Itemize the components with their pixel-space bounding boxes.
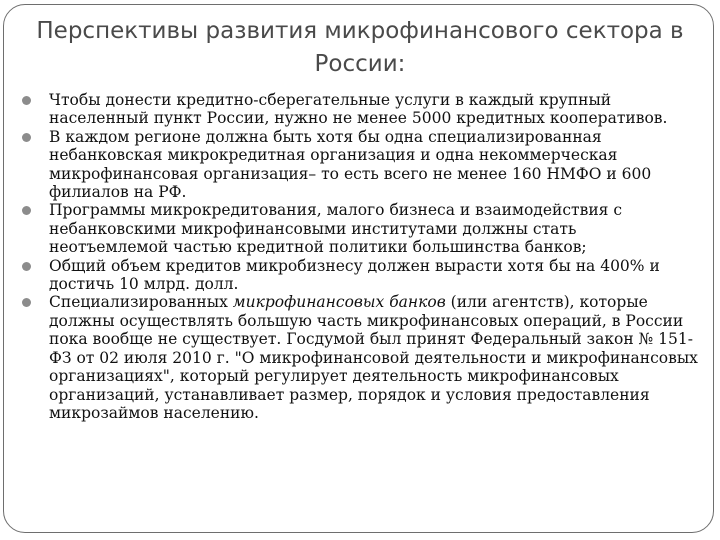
bullet-text: Программы микрокредитования, малого бизнеса и взаимодействия с небанковскими микрофинансовыми институтами должны стать неотъемлемой частью кредитной политики большинства банков;: [49, 201, 623, 257]
bullet-icon: [22, 206, 31, 215]
list-item: [22, 293, 698, 422]
bullet-list: [22, 91, 698, 422]
bullet-text: Чтобы донести кредитно-сберегательные услуги в каждый крупный населенный пункт России, нужно не менее 5000 кредитных кооперативов.: [49, 91, 668, 128]
bullet-text-after: (или агентств), которые должны осуществлять большую часть микрофинансовых операций, в России пока вообще не существует. Госдумой был принят Федеральный закон № 151-ФЗ от 02 июля 2010 г. "О микрофинансовой деятельности и микрофинансовых организациях", который регулирует деятельность микрофинансовых организаций, устанавливает размер, порядок и условия предоставления микрозаймов населению.: [49, 293, 698, 422]
list-item: [22, 91, 698, 128]
list-item: [22, 201, 698, 256]
bullet-icon: [22, 298, 31, 307]
bullet-text: В каждом регионе должна быть хотя бы одна специализированная небанковская микрокредитная организация и одна некоммерческая микрофинансовая организация– то есть всего не менее 160 НМФО и 600 филиалов на РФ.: [49, 127, 652, 202]
list-item: [22, 128, 698, 202]
bullet-text-emphasis: микрофинансовых банков: [232, 293, 446, 312]
slide-title: Перспективы развития микрофинансового сектора в России:: [36, 18, 684, 77]
bullet-icon: [22, 133, 31, 142]
list-item: [22, 257, 698, 294]
bullet-text-before: Специализированных: [49, 293, 233, 312]
bullet-icon: [22, 262, 31, 271]
bullet-text: Общий объем кредитов микробизнесу должен вырасти хотя бы на 400% и достичь 10 млрд. долл.: [49, 256, 660, 294]
bullet-icon: [22, 96, 31, 105]
